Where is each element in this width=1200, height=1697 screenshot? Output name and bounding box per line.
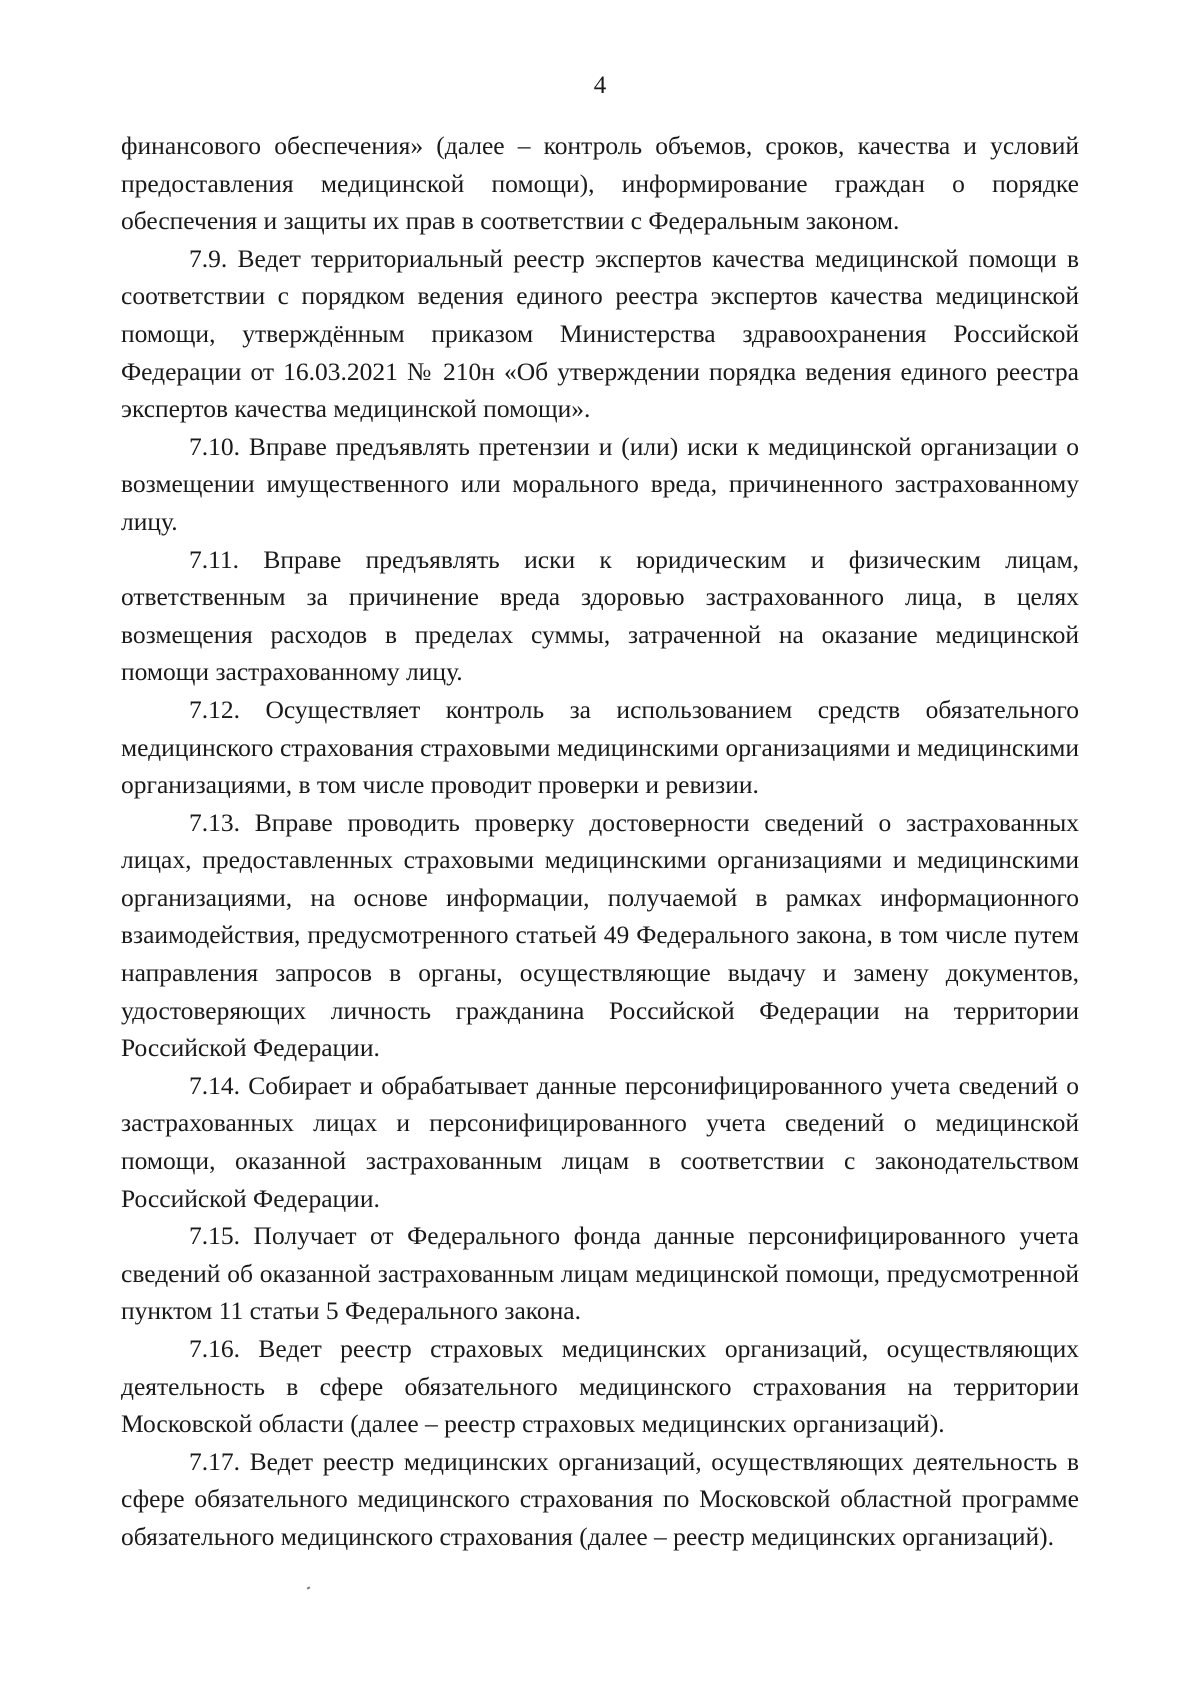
paragraph-7-9: 7.9. Ведет территориальный реестр экспертов качества медицинской помощи в соответствии с порядком ведения единого реестра экспертов качества медицинской помощи, утверждённым приказом Министерства здравоохранения Российской Федерации от 16.03.2021 № 210н «Об утверждении порядка ведения единого реестра экспертов качества медицинской помощи». xyxy=(121,243,1079,424)
paragraph-7-17: 7.17. Ведет реестр медицинских организаций, осуществляющих деятельность в сфере обязательного медицинского страхования по Московской областной программе обязательного медицинского страхования (далее – реестр медицинских организаций). xyxy=(121,1446,1079,1551)
paragraph-continuation: финансового обеспечения» (далее – контроль объемов, сроков, качества и условий предоставления медицинской помощи), информирование граждан о порядке обеспечения и защиты их прав в соответствии с Федеральным законом. xyxy=(121,131,1079,236)
paragraph-7-16: 7.16. Ведет реестр страховых медицинских организаций, осуществляющих деятельность в сфере обязательного медицинского страхования на территории Московской области (далее – реестр страховых медицинских организаций). xyxy=(121,1334,1079,1439)
paragraph-7-11: 7.11. Вправе предъявлять иски к юридическим и физическим лицам, ответственным за причинение вреда здоровью застрахованного лица, в целях возмещения расходов в пределах суммы, затраченной на оказание медицинской помощи застрахованному лицу. xyxy=(121,544,1079,687)
document-body xyxy=(121,127,1079,1556)
scan-speck xyxy=(307,1586,311,1589)
page-number: 4 xyxy=(593,72,607,99)
paragraph-7-14: 7.14. Собирает и обрабатывает данные персонифицированного учета сведений о застрахованных лицах и персонифицированного учета сведений о медицинской помощи, оказанной застрахованным лицам в соответствии с законодательством Российской Федерации. xyxy=(121,1070,1079,1213)
paragraph-7-10: 7.10. Вправе предъявлять претензии и (или) иски к медицинской организации о возмещении имущественного или морального вреда, причиненного застрахованному лицу. xyxy=(121,431,1079,536)
paragraph-7-15: 7.15. Получает от Федерального фонда данные персонифицированного учета сведений об оказанной застрахованным лицам медицинской помощи, предусмотренной пунктом 11 статьи 5 Федерального закона. xyxy=(121,1221,1079,1326)
paragraph-7-13: 7.13. Вправе проводить проверку достоверности сведений о застрахованных лицах, предоставленных страховыми медицинскими организациями и медицинскими организациями, на основе информации, получаемой в рамках информационного взаимодействия, предусмотренного статьей 49 Федерального закона, в том числе путем направления запросов в органы, осуществляющие выдачу и замену документов, удостоверяющих личность гражданина Российской Федерации на территории Российской Федерации. xyxy=(121,807,1079,1063)
paragraph-7-12: 7.12. Осуществляет контроль за использованием средств обязательного медицинского страхования страховыми медицинскими организациями и медицинскими организациями, в том числе проводит проверки и ревизии. xyxy=(121,694,1079,800)
